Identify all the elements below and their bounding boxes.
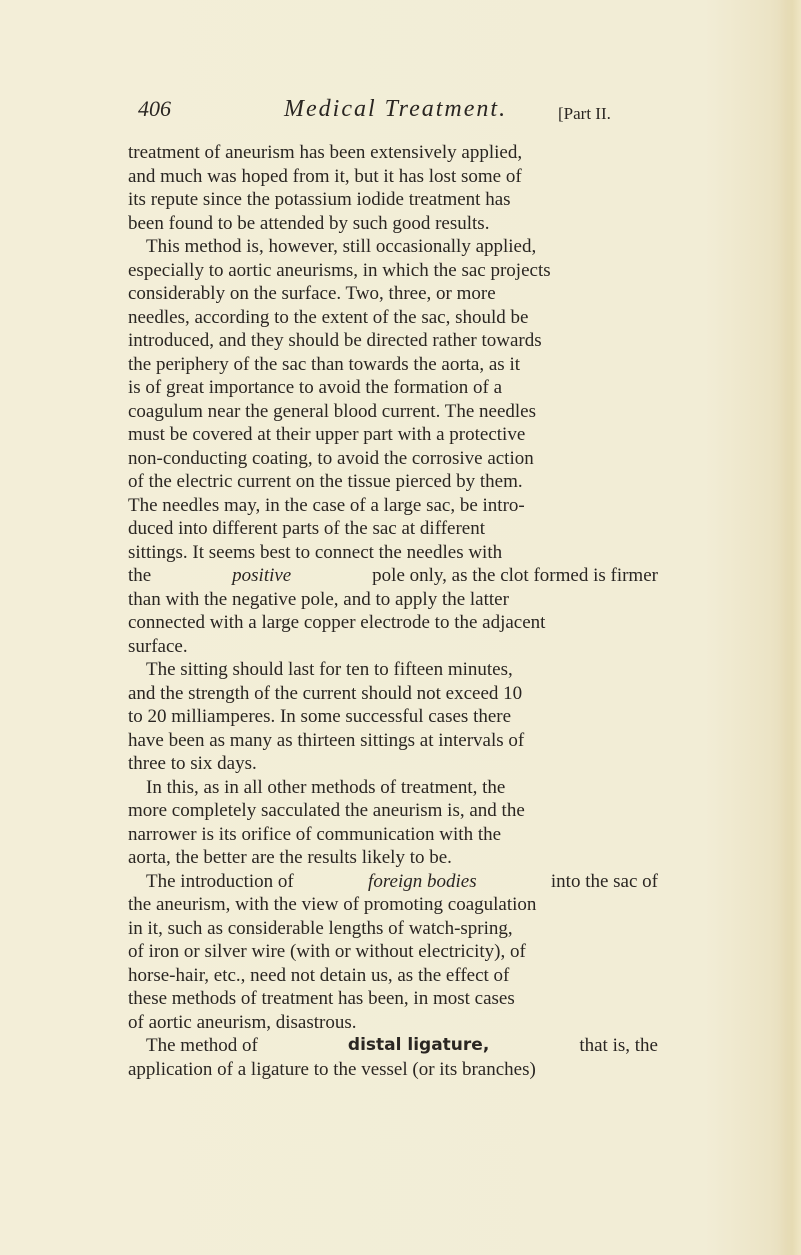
text-line: The method of distal ligature, that is, the xyxy=(146,1035,658,1056)
text-line: surface. xyxy=(128,635,188,657)
text-line: especially to aortic aneurisms, in which the sac projects xyxy=(128,259,551,281)
text-line: to 20 milliamperes. In some successful cases there xyxy=(128,706,512,727)
text-line: narrower is its orifice of communication with the xyxy=(128,823,502,845)
text-line: been found to be attended by such good results. xyxy=(128,212,490,234)
text-line: more completely sacculated the aneurism is, and the xyxy=(128,800,525,821)
text-line: have been as many as thirteen sittings at intervals of xyxy=(128,729,525,751)
part-label: [Part II. xyxy=(558,104,611,123)
text-line: of iron or silver wire (with or without electricity), of xyxy=(128,941,526,962)
text-line: horse-hair, etc., need not detain us, as the effect of xyxy=(128,964,510,986)
text-line: coagulum near the general blood current. The needles xyxy=(128,400,536,422)
text-line: needles, according to the extent of the sac, should be xyxy=(128,306,529,328)
emphasis-positive: positive xyxy=(232,565,292,586)
text-line: the positive pole only, as the clot formed is firmer xyxy=(128,565,658,586)
running-title: Medical Treatment. xyxy=(284,96,508,122)
text-line: treatment of aneurism has been extensively applied, xyxy=(128,142,523,163)
text-line: introduced, and they should be directed rather towards xyxy=(128,330,542,351)
text-line: in it, such as considerable lengths of watch-spring, xyxy=(128,917,513,939)
page-number: 406 xyxy=(138,96,171,121)
text-line: The sitting should last for ten to fifteen minutes, xyxy=(146,659,513,680)
text-line: its repute since the potassium iodide treatment has xyxy=(128,189,511,210)
text-line: the aneurism, with the view of promoting coagulation xyxy=(128,894,537,915)
text-line: sittings. It seems best to connect the needles with xyxy=(128,541,503,563)
text-line: and much was hoped from it, but it has lost some of xyxy=(128,165,522,187)
text-line: connected with a large copper electrode to the adjacent xyxy=(128,612,546,633)
text-line: of aortic aneurism, disastrous. xyxy=(128,1011,357,1033)
text-line: The needles may, in the case of a large sac, be intro- xyxy=(128,494,525,516)
text-line: is of great importance to avoid the formation of a xyxy=(128,377,503,398)
text-line: The introduction of foreign bodies into the sac of xyxy=(146,870,658,892)
text-line: non-conducting coating, to avoid the corrosive action xyxy=(128,447,534,469)
text-line: of the electric current on the tissue pierced by them. xyxy=(128,471,523,492)
page-edge-shadow xyxy=(779,0,801,1255)
emphasis-distal-ligature: distal ligature, xyxy=(347,1035,490,1055)
text-line: than with the negative pole, and to apply the latter xyxy=(128,588,509,610)
body-text xyxy=(128,141,658,1081)
text-line: duced into different parts of the sac at different xyxy=(128,518,485,539)
emphasis-foreign-bodies: foreign bodies xyxy=(368,870,477,892)
text-line: three to six days. xyxy=(128,753,257,774)
text-line: the periphery of the sac than towards the aorta, as it xyxy=(128,353,520,375)
text-line: must be covered at their upper part with a protective xyxy=(128,424,526,445)
text-line: these methods of treatment has been, in most cases xyxy=(128,988,515,1009)
text-line: and the strength of the current should not exceed 10 xyxy=(128,682,523,704)
text-line: aorta, the better are the results likely to be. xyxy=(128,847,452,868)
text-line: This method is, however, still occasionally applied, xyxy=(146,236,537,257)
text-line: application of a ligature to the vessel (or its branches) xyxy=(128,1058,536,1080)
text-line: considerably on the surface. Two, three, or more xyxy=(128,283,496,304)
text-line: In this, as in all other methods of treatment, the xyxy=(146,776,506,798)
running-head xyxy=(138,96,658,130)
